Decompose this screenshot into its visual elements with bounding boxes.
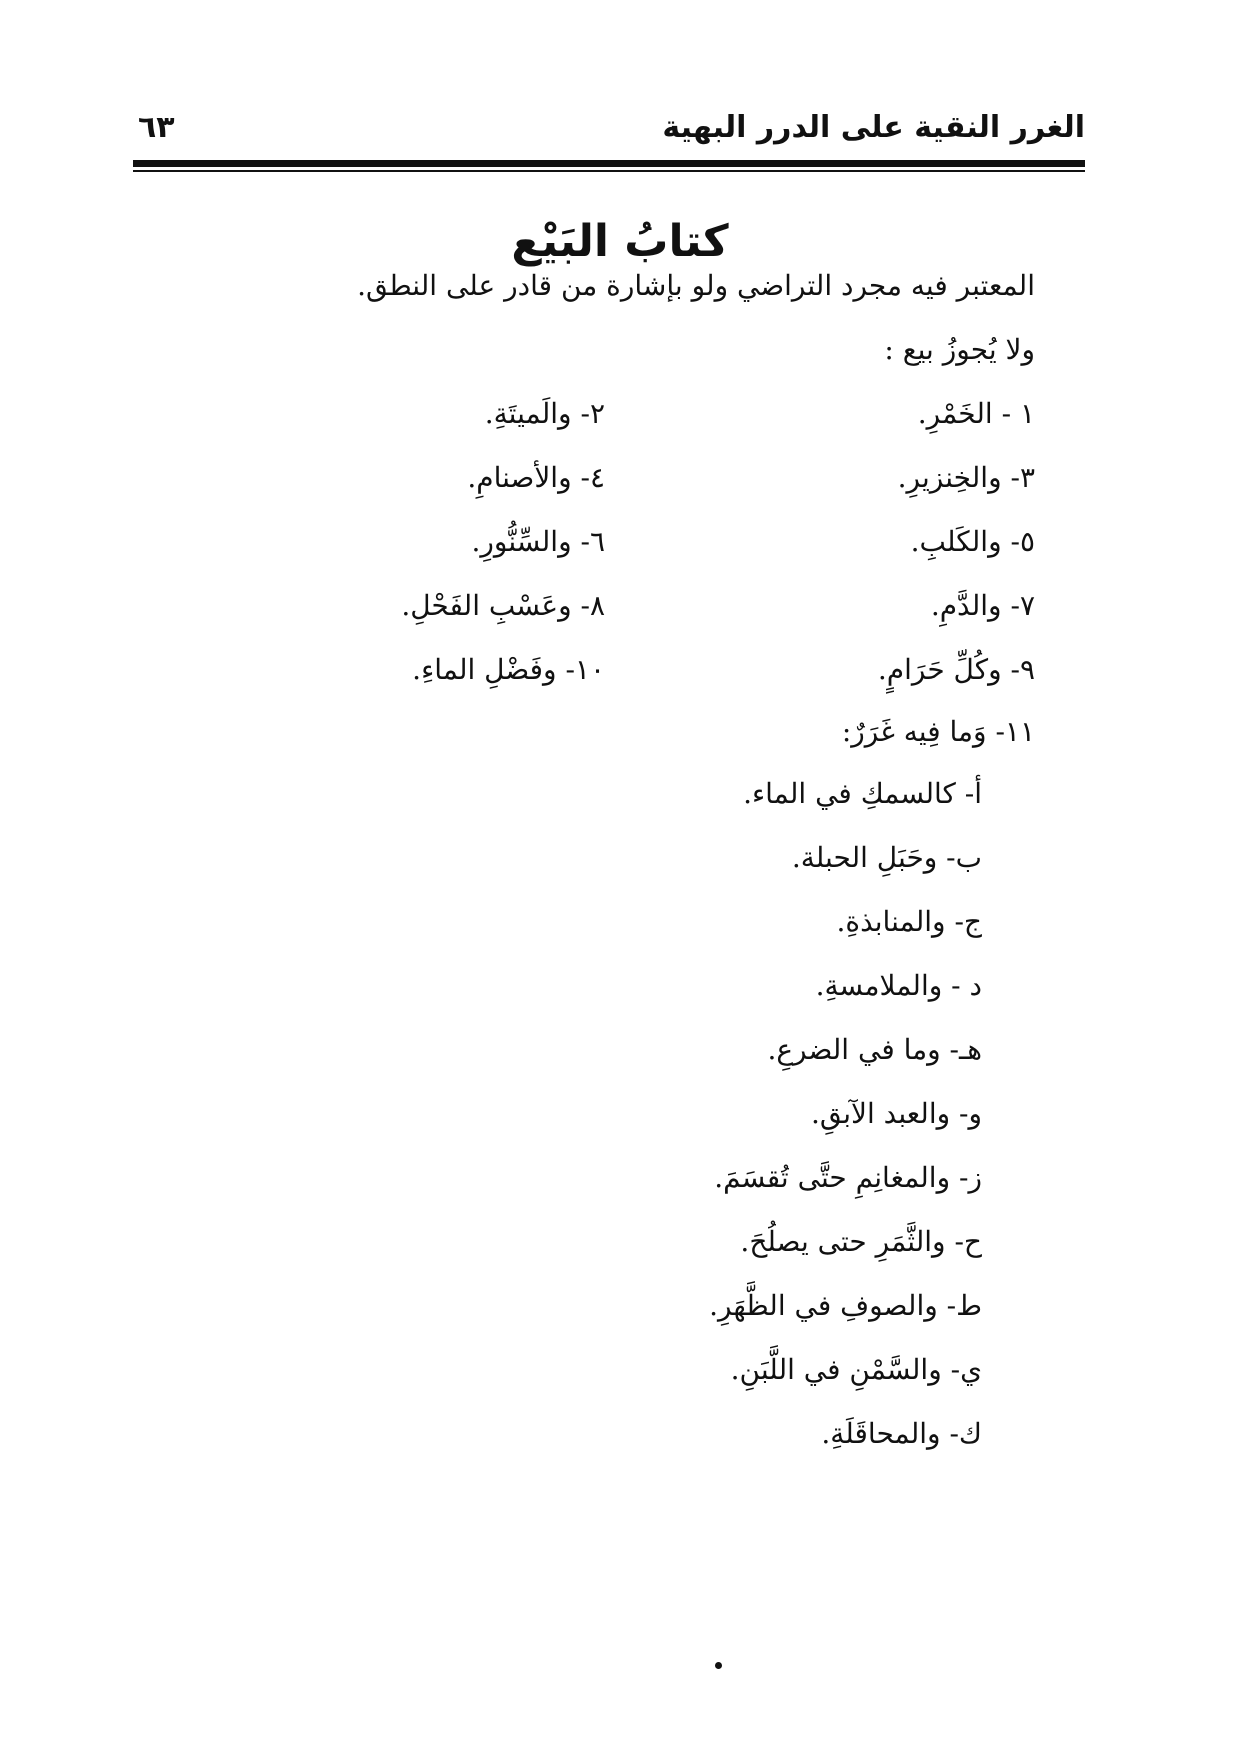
list-item: ٢- والَميتَةِ.	[484, 397, 605, 430]
sub-list-item: أ- كالسمكِ في الماء.	[743, 777, 982, 810]
sub-list-item: ج- والمنابذةِ.	[836, 905, 982, 938]
prohibited-heading: ولا يُجوزُ بيع :	[884, 333, 1035, 366]
header-rule-thin	[133, 170, 1085, 172]
sub-list-item: ك- والمحاقَلَةِ.	[821, 1417, 982, 1450]
list-item: ٤- والأصنامِ.	[467, 461, 605, 494]
header-rule-thick	[133, 160, 1085, 167]
footer-dot	[715, 1662, 722, 1669]
gharar-heading: ١١- وَما فِيه غَرَرٌ:	[841, 715, 1035, 748]
list-item: ٣- والخِنزيرِ.	[897, 461, 1035, 494]
sub-list-item: و- والعبد الآبقِ.	[810, 1097, 982, 1130]
sub-list-item: ح- والثَّمَرِ حتى يصلُحَ.	[740, 1225, 982, 1258]
list-item: ٥- والكَلبِ.	[910, 525, 1035, 558]
list-item: ١٠- وفَضْلِ الماءِ.	[412, 653, 605, 686]
intro-paragraph: المعتبر فيه مجرد التراضي ولو بإشارة من قادر على النطق.	[357, 269, 1035, 302]
running-title: الغرر النقية على الدرر البهية	[662, 110, 1085, 145]
sub-list-item: ي- والسَّمْنِ في اللَّبَنِ.	[730, 1353, 982, 1386]
sub-list-item: ز- والمغانِمِ حتَّى تُقسَمَ.	[714, 1161, 982, 1194]
page-number: ٦٣	[138, 110, 175, 145]
sub-list-item: د - والملامسةِ.	[815, 969, 982, 1002]
list-item: ٧- والدَّمِ.	[930, 589, 1035, 622]
sub-list-item: ب- وحَبَلِ الحبلة.	[791, 841, 982, 874]
list-item: ٦- والسِّنُّورِ.	[471, 525, 605, 558]
sub-list-item: هـ- وما في الضرعِ.	[767, 1033, 982, 1066]
list-item: ٩- وكُلِّ حَرَامٍ.	[877, 653, 1035, 686]
sub-list-item: ط- والصوفِ في الظَّهَرِ.	[709, 1289, 982, 1322]
list-item: ١ - الخَمْرِ.	[917, 397, 1035, 430]
chapter-title: كتابُ البَيْع	[511, 216, 729, 267]
list-item: ٨- وعَسْبِ الفَحْلِ.	[401, 589, 605, 622]
